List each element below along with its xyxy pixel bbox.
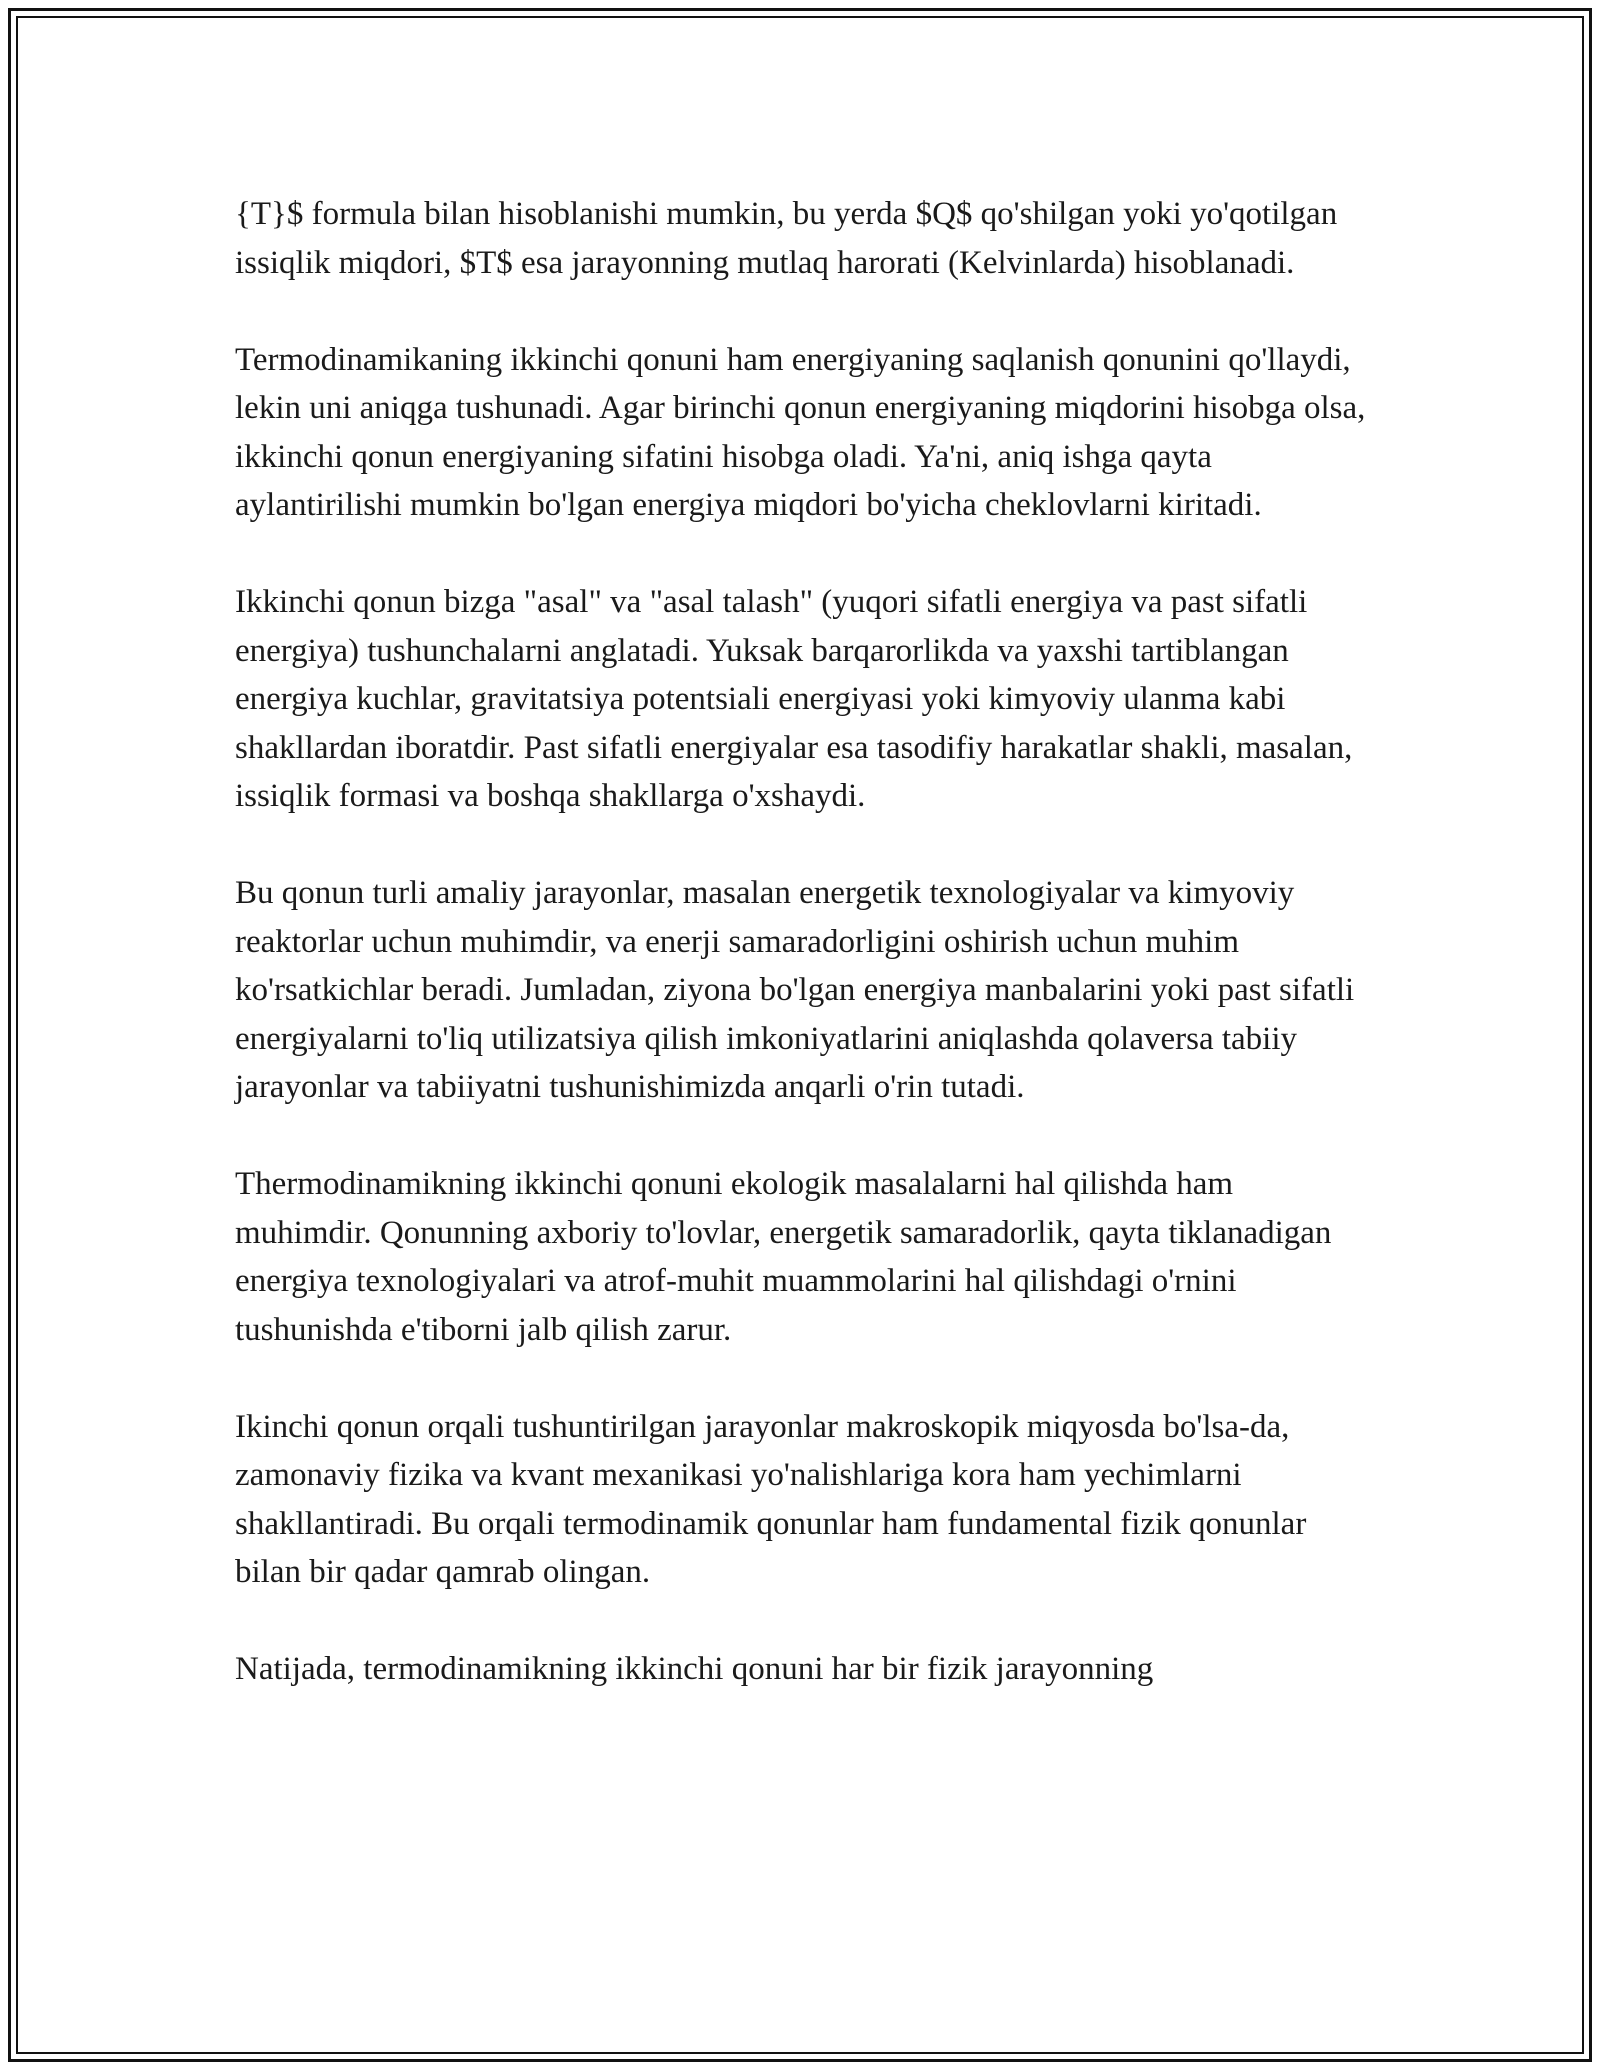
document-body (235, 190, 1375, 1694)
paragraph-energy-quality: Termodinamikaning ikkinchi qonuni ham energiyaning saqlanish qonunini qo'llaydi, lekin uni aniqga tushunadi. Agar birinchi qonun energiyaning miqdorini hisobga olsa, ikkinchi qonun energiyaning sifatini hisobga oladi. Ya'ni, aniq ishga qayta aylantirilishi mumkin bo'lgan energiya miqdori bo'yicha cheklovlarni kiritadi. (235, 341, 1366, 523)
paragraph-high-low-quality-energy: Ikkinchi qonun bizga "asal" va "asal talash" (yuqori sifatli energiya va past sifatli energiya) tushunchalarni anglatadi. Yuksak barqarorlikda va yaxshi tartiblangan energiya kuchlar, gravitatsiya potentsiali energiyasi yoki kimyoviy ulanma kabi shakllardan iboratdir. Past sifatli energiyalar esa tasodifiy harakatlar shakli, masalan, issiqlik formasi va boshqa shakllarga o'xshaydi. (235, 584, 1353, 814)
paragraph-entropy-formula: {T}$ formula bilan hisoblanishi mumkin, bu yerda $Q$ qo'shilgan yoki yo'qotilgan issiqlik miqdori, $T$ esa jarayonning mutlaq harorati (Kelvinlarda) hisoblanadi. (235, 196, 1338, 281)
paragraph-conclusion: Natijada, termodinamikning ikkinchi qonuni har bir fizik jarayonning (235, 1651, 1154, 1687)
paragraph-ecological-issues: Thermodinamikning ikkinchi qonuni ekologik masalalarni hal qilishda ham muhimdir. Qonunning axboriy to'lovlar, energetik samaradorlik, qayta tiklanadigan energiya texnologiyalari va atrof-muhit muammolarini hal qilishdagi o'rnini tushunishda e'tiborni jalb qilish zarur. (235, 1166, 1332, 1348)
paragraph-practical-applications: Bu qonun turli amaliy jarayonlar, masalan energetik texnologiyalar va kimyoviy reaktorlar uchun muhimdir, va enerji samaradorligini oshirish uchun muhim ko'rsatkichlar beradi. Jumladan, ziyona bo'lgan energiya manbalarini yoki past sifatli energiyalarni to'liq utilizatsiya qilish imkoniyatlarini aniqlashda qolaversa tabiiy jarayonlar va tabiiyatni tushunishimizda anqarli o'rin tutadi. (235, 875, 1355, 1105)
paragraph-modern-physics: Ikinchi qonun orqali tushuntirilgan jarayonlar makroskopik miqyosda bo'lsa-da, zamonaviy fizika va kvant mexanikasi yo'nalishlariga kora ham yechimlarni shakllantiradi. Bu orqali termodinamik qonunlar ham fundamental fizik qonunlar bilan bir qadar qamrab olingan. (235, 1408, 1307, 1590)
